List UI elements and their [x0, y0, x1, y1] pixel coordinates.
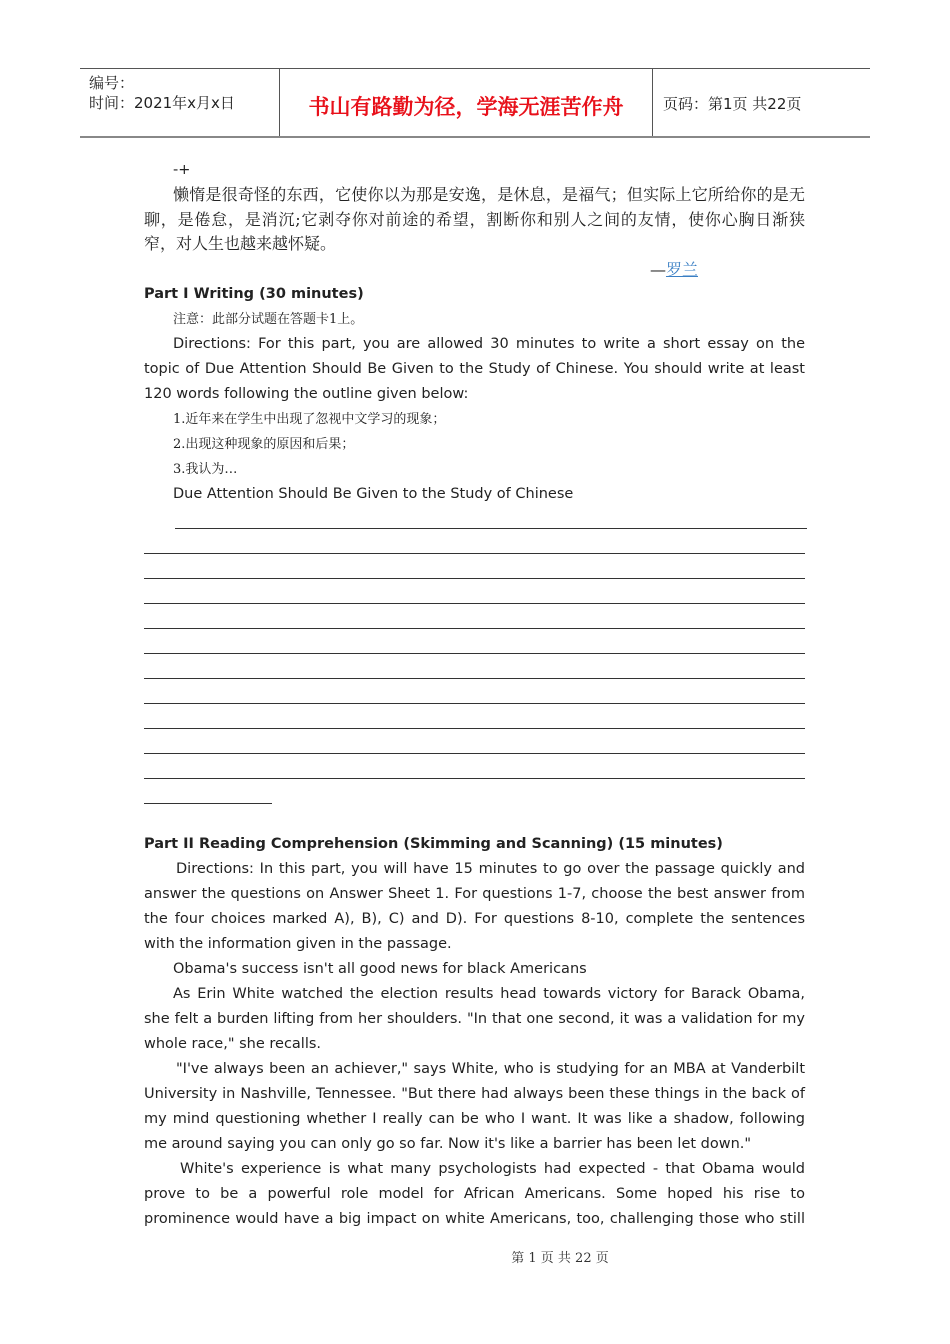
passage-paragraph: "I've always been an achiever," says White, who is studying for an MBA at Vanderbilt University in Nashville, Tennessee. "But there had always been these things in the back of my mind questioning whether I really can be who I want. It was like a shadow, following me around saying you can only go so far. Now it's like a barrier has been let down.": [144, 1060, 805, 1152]
answer-line: [175, 504, 807, 529]
answer-line: [144, 629, 805, 654]
header-page-number: 页码：第1页 共22页: [663, 95, 802, 113]
essay-title: Due Attention Should Be Given to the Study of Chinese: [173, 485, 574, 502]
passage-paragraph: White's experience is what many psychologists had expected - that Obama would prove to be a powerful role model for African Americans. Some hoped his rise to prominence would have a big impact on white Americans, too, challenging those who still: [144, 1160, 805, 1227]
answer-line: [144, 754, 805, 779]
answer-line: [144, 604, 805, 629]
answer-lines: [144, 504, 805, 804]
outline-item: 1.近年来在学生中出现了忽视中文学习的现象；: [173, 411, 446, 427]
part2-directions: Directions: In this part, you will have 15 minutes to go over the passage quickly and answer the questions on Answer Sheet 1. For questions 1-7, choose the best answer from the four choices marked A), B), C) and D). For questions 8-10, complete the sentences with the information given in the passage.: [144, 860, 805, 952]
answer-line: [144, 529, 805, 554]
answer-line: [144, 729, 805, 754]
part1-directions: Directions: For this part, you are allowed 30 minutes to write a short essay on the topic of Due Attention Should Be Given to the Study of Chinese. You should write at least 120 words following the outline given below:: [144, 335, 805, 402]
outline-item: 2.出现这种现象的原因和后果；: [173, 436, 355, 452]
dash: —: [649, 259, 666, 279]
answer-line: [144, 779, 272, 804]
answer-line: [144, 679, 805, 704]
document-body: [144, 158, 805, 1232]
page-footer: 第 1 页 共 22 页: [511, 1251, 609, 1266]
answer-line: [144, 704, 805, 729]
quote-signature: [144, 257, 805, 282]
header-meta: [80, 69, 280, 136]
part1-title: Part I Writing (30 minutes): [144, 285, 364, 302]
outline-item: 3.我认为…: [173, 461, 238, 477]
answer-line: [144, 554, 805, 579]
intro-mark: -+: [173, 162, 191, 178]
part1-note: 注意：此部分试题在答题卡1上。: [173, 311, 364, 327]
page-header-table: [80, 68, 870, 138]
header-motto: 书山有路勤为径，学海无涯苦作舟: [280, 69, 653, 136]
part2-title: Part II Reading Comprehension (Skimming and Scanning) (15 minutes): [144, 835, 723, 852]
intro-quote: 懒惰是很奇怪的东西，它使你以为那是安逸，是休息，是福气；但实际上它所给你的是无聊，是倦怠，是消沉;它剥夺你对前途的希望，割断你和别人之间的友情，使你心胸日渐狭窄，对人生也越来越怀疑。: [144, 185, 805, 253]
author-link[interactable]: 罗兰: [665, 259, 698, 279]
answer-line: [144, 579, 805, 604]
answer-line: [144, 654, 805, 679]
date-label: 时间：2021年x月x日: [89, 94, 235, 112]
passage-title: Obama's success isn't all good news for black Americans: [173, 960, 587, 977]
number-label: 编号：: [89, 74, 135, 92]
passage-paragraph: As Erin White watched the election results head towards victory for Barack Obama, she felt a burden lifting from her shoulders. "In that one second, it was a validation for my whole race," she recalls.: [144, 985, 805, 1052]
